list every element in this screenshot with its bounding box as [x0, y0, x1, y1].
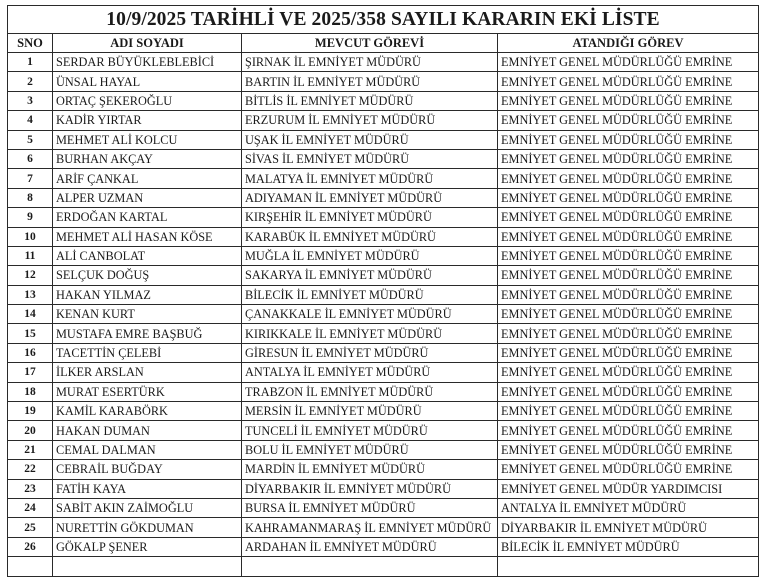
row-name: MEHMET ALİ KOLCU	[53, 130, 242, 149]
row-assigned-position: EMNİYET GENEL MÜDÜRLÜĞÜ EMRİNE	[498, 343, 759, 362]
row-sno: 12	[8, 266, 53, 285]
table-row	[8, 518, 759, 537]
table-row	[8, 188, 759, 207]
table-row	[8, 208, 759, 227]
row-name: MURAT ESERTÜRK	[53, 382, 242, 401]
row-current-position: KIRIKKALE İL EMNİYET MÜDÜRÜ	[242, 324, 498, 343]
row-current-position: BARTIN İL EMNİYET MÜDÜRÜ	[242, 72, 498, 91]
table-row	[8, 382, 759, 401]
row-sno: 4	[8, 111, 53, 130]
row-name: GÖKALP ŞENER	[53, 537, 242, 556]
row-name: ARİF ÇANKAL	[53, 169, 242, 188]
row-name: MEHMET ALİ HASAN KÖSE	[53, 227, 242, 246]
row-current-position: GİRESUN İL EMNİYET MÜDÜRÜ	[242, 343, 498, 362]
row-name: İLKER ARSLAN	[53, 363, 242, 382]
row-assigned-position: EMNİYET GENEL MÜDÜRLÜĞÜ EMRİNE	[498, 285, 759, 304]
header-row	[8, 34, 759, 53]
document-sheet	[7, 5, 758, 577]
row-sno: 11	[8, 246, 53, 265]
empty-cell	[498, 557, 759, 576]
row-name: ALPER UZMAN	[53, 188, 242, 207]
row-current-position: UŞAK İL EMNİYET MÜDÜRÜ	[242, 130, 498, 149]
row-assigned-position: EMNİYET GENEL MÜDÜRLÜĞÜ EMRİNE	[498, 305, 759, 324]
row-sno: 14	[8, 305, 53, 324]
row-assigned-position: EMNİYET GENEL MÜDÜRLÜĞÜ EMRİNE	[498, 227, 759, 246]
table-row	[8, 285, 759, 304]
row-current-position: KARABÜK İL EMNİYET MÜDÜRÜ	[242, 227, 498, 246]
row-assigned-position: ANTALYA İL EMNİYET MÜDÜRÜ	[498, 498, 759, 517]
row-assigned-position: EMNİYET GENEL MÜDÜRLÜĞÜ EMRİNE	[498, 188, 759, 207]
table-row	[8, 305, 759, 324]
table-row	[8, 498, 759, 517]
row-name: SABİT AKIN ZAİMOĞLU	[53, 498, 242, 517]
row-name: TACETTİN ÇELEBİ	[53, 343, 242, 362]
row-current-position: DİYARBAKIR İL EMNİYET MÜDÜRÜ	[242, 479, 498, 498]
row-name: SELÇUK DOĞUŞ	[53, 266, 242, 285]
row-sno: 13	[8, 285, 53, 304]
row-assigned-position: EMNİYET GENEL MÜDÜRLÜĞÜ EMRİNE	[498, 421, 759, 440]
row-assigned-position: EMNİYET GENEL MÜDÜRLÜĞÜ EMRİNE	[498, 460, 759, 479]
empty-cell	[53, 557, 242, 576]
table-row	[8, 130, 759, 149]
row-name: KADİR YIRTAR	[53, 111, 242, 130]
row-assigned-position: EMNİYET GENEL MÜDÜRLÜĞÜ EMRİNE	[498, 169, 759, 188]
table-row	[8, 402, 759, 421]
row-assigned-position: EMNİYET GENEL MÜDÜRLÜĞÜ EMRİNE	[498, 72, 759, 91]
table-row	[8, 460, 759, 479]
row-assigned-position: EMNİYET GENEL MÜDÜRLÜĞÜ EMRİNE	[498, 91, 759, 110]
table-row	[8, 363, 759, 382]
empty-cell	[242, 557, 498, 576]
table-row	[8, 324, 759, 343]
table-row	[8, 72, 759, 91]
row-name: SERDAR BÜYÜKLEBLEBİCİ	[53, 53, 242, 72]
table-row	[8, 227, 759, 246]
column-header-current-position: MEVCUT GÖREVİ	[242, 34, 498, 53]
row-assigned-position: BİLECİK İL EMNİYET MÜDÜRÜ	[498, 537, 759, 556]
table-row	[8, 421, 759, 440]
row-name: KENAN KURT	[53, 305, 242, 324]
row-sno: 19	[8, 402, 53, 421]
row-name: NURETTİN GÖKDUMAN	[53, 518, 242, 537]
row-assigned-position: EMNİYET GENEL MÜDÜRLÜĞÜ EMRİNE	[498, 440, 759, 459]
row-sno: 22	[8, 460, 53, 479]
column-header-name: ADI SOYADI	[53, 34, 242, 53]
row-current-position: MUĞLA İL EMNİYET MÜDÜRÜ	[242, 246, 498, 265]
row-sno: 9	[8, 208, 53, 227]
row-assigned-position: EMNİYET GENEL MÜDÜRLÜĞÜ EMRİNE	[498, 130, 759, 149]
row-assigned-position: EMNİYET GENEL MÜDÜRLÜĞÜ EMRİNE	[498, 246, 759, 265]
row-current-position: TUNCELİ İL EMNİYET MÜDÜRÜ	[242, 421, 498, 440]
row-sno: 17	[8, 363, 53, 382]
row-sno: 7	[8, 169, 53, 188]
table-row	[8, 343, 759, 362]
row-name: BURHAN AKÇAY	[53, 149, 242, 168]
row-current-position: BİTLİS İL EMNİYET MÜDÜRÜ	[242, 91, 498, 110]
row-name: CEBRAİL BUĞDAY	[53, 460, 242, 479]
row-name: MUSTAFA EMRE BAŞBUĞ	[53, 324, 242, 343]
table-body	[8, 53, 759, 577]
row-current-position: ANTALYA İL EMNİYET MÜDÜRÜ	[242, 363, 498, 382]
row-current-position: ŞIRNAK İL EMNİYET MÜDÜRÜ	[242, 53, 498, 72]
row-current-position: MALATYA İL EMNİYET MÜDÜRÜ	[242, 169, 498, 188]
row-sno: 18	[8, 382, 53, 401]
row-assigned-position: EMNİYET GENEL MÜDÜRLÜĞÜ EMRİNE	[498, 382, 759, 401]
row-assigned-position: EMNİYET GENEL MÜDÜRLÜĞÜ EMRİNE	[498, 149, 759, 168]
row-sno: 20	[8, 421, 53, 440]
row-sno: 6	[8, 149, 53, 168]
row-sno: 1	[8, 53, 53, 72]
table-row	[8, 111, 759, 130]
table-row	[8, 266, 759, 285]
row-current-position: KAHRAMANMARAŞ İL EMNİYET MÜDÜRÜ	[242, 518, 498, 537]
row-current-position: ADIYAMAN İL EMNİYET MÜDÜRÜ	[242, 188, 498, 207]
row-current-position: BURSA İL EMNİYET MÜDÜRÜ	[242, 498, 498, 517]
row-name: KAMİL KARABÖRK	[53, 402, 242, 421]
row-sno: 10	[8, 227, 53, 246]
title-row	[8, 6, 759, 34]
row-current-position: SİVAS İL EMNİYET MÜDÜRÜ	[242, 149, 498, 168]
row-sno: 16	[8, 343, 53, 362]
row-assigned-position: EMNİYET GENEL MÜDÜRLÜĞÜ EMRİNE	[498, 111, 759, 130]
table-row	[8, 440, 759, 459]
row-name: ERDOĞAN KARTAL	[53, 208, 242, 227]
table-row	[8, 169, 759, 188]
table-row	[8, 91, 759, 110]
row-current-position: SAKARYA İL EMNİYET MÜDÜRÜ	[242, 266, 498, 285]
column-header-sno: SNO	[8, 34, 53, 53]
row-name: CEMAL DALMAN	[53, 440, 242, 459]
table-row	[8, 537, 759, 556]
row-sno: 2	[8, 72, 53, 91]
column-header-assigned-position: ATANDIĞI GÖREV	[498, 34, 759, 53]
table-row-empty	[8, 557, 759, 576]
table-row	[8, 479, 759, 498]
row-sno: 3	[8, 91, 53, 110]
row-sno: 15	[8, 324, 53, 343]
row-assigned-position: EMNİYET GENEL MÜDÜRLÜĞÜ EMRİNE	[498, 208, 759, 227]
row-current-position: TRABZON İL EMNİYET MÜDÜRÜ	[242, 382, 498, 401]
table-row	[8, 246, 759, 265]
row-current-position: ERZURUM İL EMNİYET MÜDÜRÜ	[242, 111, 498, 130]
row-current-position: BİLECİK İL EMNİYET MÜDÜRÜ	[242, 285, 498, 304]
row-sno: 26	[8, 537, 53, 556]
row-assigned-position: EMNİYET GENEL MÜDÜRLÜĞÜ EMRİNE	[498, 324, 759, 343]
row-sno: 25	[8, 518, 53, 537]
row-name: ÜNSAL HAYAL	[53, 72, 242, 91]
row-current-position: MERSİN İL EMNİYET MÜDÜRÜ	[242, 402, 498, 421]
row-current-position: MARDİN İL EMNİYET MÜDÜRÜ	[242, 460, 498, 479]
row-name: ORTAÇ ŞEKEROĞLU	[53, 91, 242, 110]
row-sno: 5	[8, 130, 53, 149]
row-current-position: BOLU İL EMNİYET MÜDÜRÜ	[242, 440, 498, 459]
row-assigned-position: DİYARBAKIR İL EMNİYET MÜDÜRÜ	[498, 518, 759, 537]
row-name: ALİ CANBOLAT	[53, 246, 242, 265]
table-row	[8, 149, 759, 168]
row-current-position: ÇANAKKALE İL EMNİYET MÜDÜRÜ	[242, 305, 498, 324]
document-title: 10/9/2025 TARİHLİ VE 2025/358 SAYILI KARARIN EKİ LİSTE	[8, 6, 759, 34]
row-assigned-position: EMNİYET GENEL MÜDÜRLÜĞÜ EMRİNE	[498, 363, 759, 382]
row-sno: 24	[8, 498, 53, 517]
row-current-position: ARDAHAN İL EMNİYET MÜDÜRÜ	[242, 537, 498, 556]
empty-cell	[8, 557, 53, 576]
appointment-table	[7, 5, 759, 577]
row-current-position: KIRŞEHİR İL EMNİYET MÜDÜRÜ	[242, 208, 498, 227]
row-sno: 21	[8, 440, 53, 459]
row-assigned-position: EMNİYET GENEL MÜDÜRLÜĞÜ EMRİNE	[498, 266, 759, 285]
row-name: HAKAN YILMAZ	[53, 285, 242, 304]
row-assigned-position: EMNİYET GENEL MÜDÜR YARDIMCISI	[498, 479, 759, 498]
row-sno: 23	[8, 479, 53, 498]
row-sno: 8	[8, 188, 53, 207]
row-name: HAKAN DUMAN	[53, 421, 242, 440]
row-assigned-position: EMNİYET GENEL MÜDÜRLÜĞÜ EMRİNE	[498, 53, 759, 72]
row-assigned-position: EMNİYET GENEL MÜDÜRLÜĞÜ EMRİNE	[498, 402, 759, 421]
table-row	[8, 53, 759, 72]
row-name: FATİH KAYA	[53, 479, 242, 498]
